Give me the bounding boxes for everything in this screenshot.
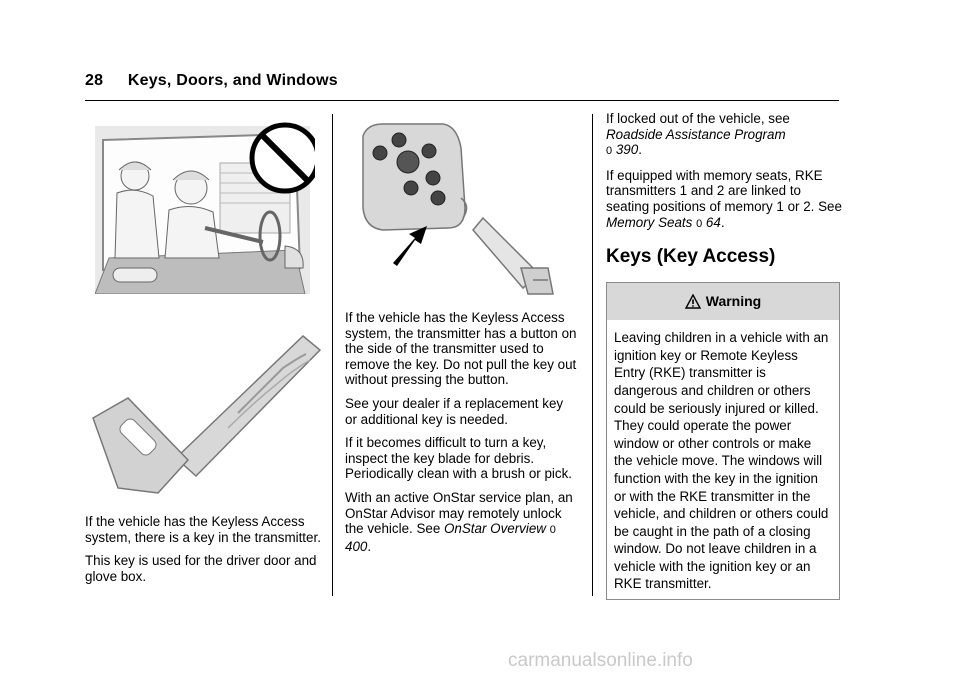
page-header xyxy=(85,72,338,90)
column-1-text xyxy=(85,514,325,592)
reference-page[interactable]: 400 xyxy=(345,538,368,554)
warning-box xyxy=(606,282,840,600)
column-2-text xyxy=(345,310,577,562)
reference-page[interactable]: 64 xyxy=(705,214,721,230)
transmitter-illustration xyxy=(353,118,578,300)
key-blade-illustration xyxy=(88,318,328,498)
paragraph: If the vehicle has the Keyless Access system, the transmitter has a button on the side of the transmitter used to remove the key. Do not pull the key out without pressing the button. xyxy=(345,310,577,388)
warning-header xyxy=(607,283,839,320)
section-title: Keys (Key Access) xyxy=(606,246,776,268)
paragraph: If locked out of the vehicle, see Roadside Assistance Program 0 390. xyxy=(606,111,790,158)
reference-page[interactable]: 390 xyxy=(615,142,639,158)
reference-arrow-icon: 0 xyxy=(696,217,703,230)
warning-body: Leaving children in a vehicle with an ignition key or Remote Keyless Entry (RKE) transmitter is dangerous and children or others could be seriously injured or killed. They could operate the power window or other controls or make the vehicle move. The windows will function with the key in the ignition or with the RKE transmitter in the vehicle, and children or others could be caught in the path of a closing window. Do not leave children in a vehicle with the ignition key or an RKE transmitter. xyxy=(614,330,829,592)
cross-reference-link[interactable]: Roadside Assistance Program xyxy=(606,126,786,142)
page-number: 28 xyxy=(85,72,104,89)
paragraph: With an active OnStar service plan, an OnStar Advisor may remotely unlock the vehicle. See OnStar Overview 0 400. xyxy=(345,489,573,554)
warning-triangle-icon xyxy=(685,294,701,310)
paragraph: If equipped with memory seats, RKE transmitters 1 and 2 are linked to seating positions of memory 1 or 2. See Memory Seats 0 64. xyxy=(606,167,842,230)
prohibition-icon xyxy=(252,125,315,191)
column-rule-2 xyxy=(592,114,593,596)
header-rule xyxy=(85,100,839,101)
column-rule-1 xyxy=(332,114,333,596)
paragraph: If it becomes difficult to turn a key, inspect the key blade for debris. Periodically clean with a brush or pick. xyxy=(345,435,573,482)
press-arrow-icon xyxy=(393,226,427,266)
cross-reference-link[interactable]: Memory Seats xyxy=(606,214,693,230)
paragraph: If the vehicle has the Keyless Access system, there is a key in the transmitter. xyxy=(85,514,321,545)
cross-reference-link[interactable]: OnStar Overview xyxy=(444,521,546,537)
column-3-text xyxy=(606,111,842,600)
watermark: carmanualsonline.info xyxy=(508,650,693,671)
paragraph: See your dealer if a replacement key or additional key is needed. xyxy=(345,395,564,427)
children-in-vehicle-illustration xyxy=(95,118,315,294)
chapter-title: Keys, Doors, and Windows xyxy=(127,72,338,89)
paragraph: This key is used for the driver door and glove box. xyxy=(85,553,317,584)
reference-arrow-icon: 0 xyxy=(606,145,613,158)
reference-arrow-icon: 0 xyxy=(549,524,556,537)
warning-title: Warning xyxy=(705,292,762,309)
